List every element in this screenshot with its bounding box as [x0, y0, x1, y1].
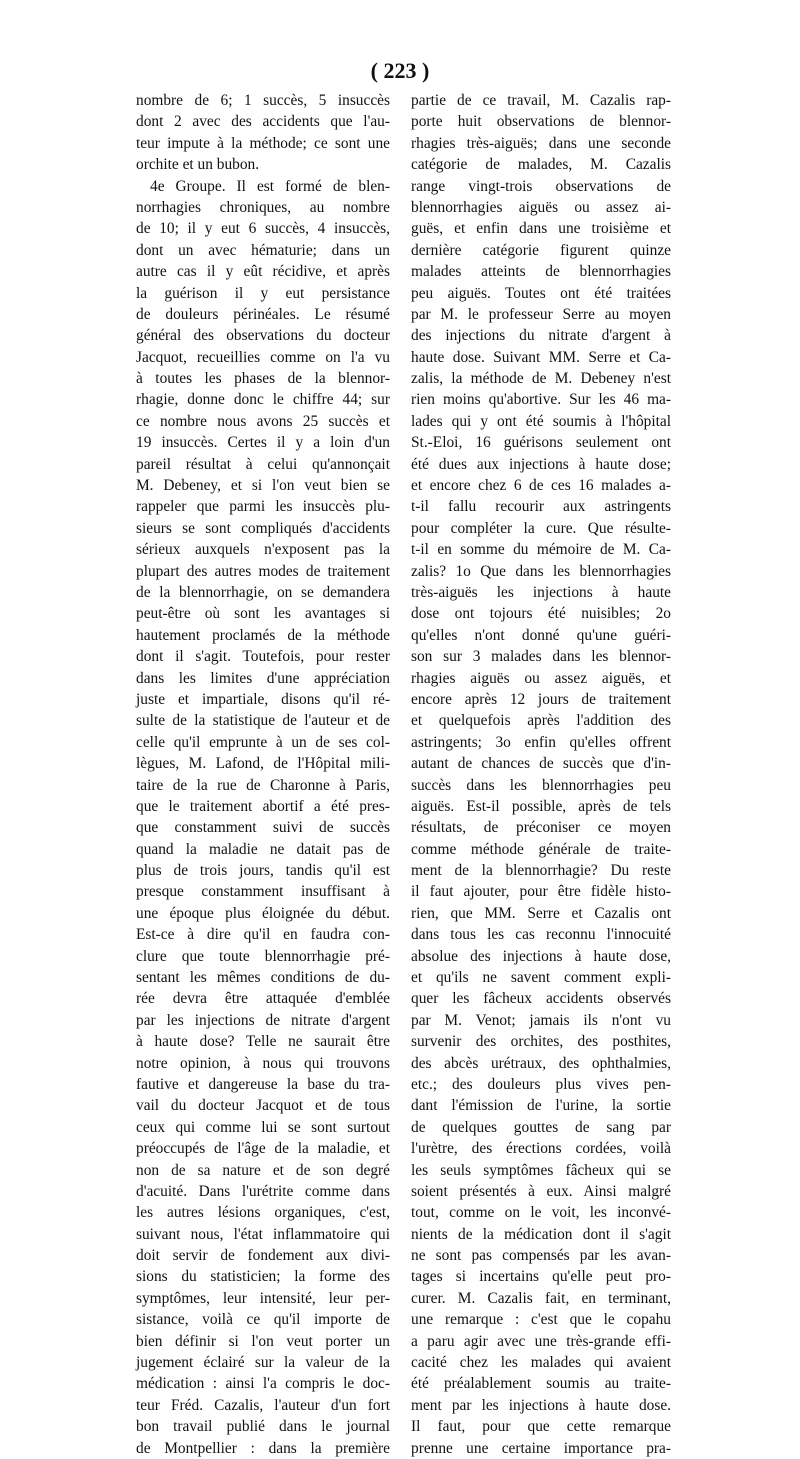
text-line: dans les limites d'une appréciation [136, 669, 390, 687]
text-line: range vingt-trois observations de [411, 177, 671, 195]
text-line: rhagies aiguës ou assez aiguës, et [411, 669, 671, 687]
text-line: blennorrhagies aiguës ou assez ai- [411, 198, 671, 216]
text-line: des abcès urétraux, des ophthalmies, [411, 1054, 671, 1072]
text-line: notre opinion, à nous qui trouvons [136, 1054, 390, 1072]
text-line: qu'elles n'ont donné qu'une guéri- [411, 626, 671, 644]
text-line: préoccupés de l'âge de la maladie, et [136, 1140, 390, 1158]
text-line: zalis? 1o Que dans les blennorrhagies [411, 562, 671, 580]
text-line: catégorie de malades, M. Cazalis [411, 156, 671, 174]
text-line: a paru agir avec une très-grande effi- [411, 1332, 671, 1350]
text-line: suivant nous, l'état inflammatoire qui [136, 1225, 390, 1243]
text-line: de Montpellier : dans la première [136, 1439, 390, 1457]
text-line: quer les fâcheux accidents observés [411, 990, 671, 1008]
text-line: dont 2 avec des accidents que l'au- [136, 113, 390, 131]
text-line: à toutes les phases de la blennor- [136, 370, 390, 388]
text-line: dont un avec hématurie; dans un [136, 241, 390, 259]
text-line: été dues aux injections à haute dose; [411, 455, 671, 473]
text-line: les seuls symptômes fâcheux qui se [411, 1161, 671, 1179]
text-line: succès dans les blennorrhagies peu [411, 776, 671, 794]
text-line: teur impute à la méthode; ce sont une [136, 134, 390, 152]
text-line: sérieux auxquels n'exposent pas la [136, 541, 390, 559]
text-line: et encore chez 6 de ces 16 malades a- [411, 477, 671, 495]
text-line: zalis, la méthode de M. Debeney n'est [411, 370, 671, 388]
text-line: par M. Venot; jamais ils n'ont vu [411, 1011, 671, 1029]
text-line: juste et impartiale, disons qu'il ré- [136, 690, 390, 708]
text-line: de la blennorrhagie, on se demandera [136, 583, 390, 601]
text-line: rhagie, donne donc le chiffre 44; sur [136, 391, 390, 409]
text-line: curer. M. Cazalis fait, en terminant, [411, 1289, 671, 1307]
text-line: symptômes, leur intensité, leur per- [136, 1289, 390, 1307]
text-line: partie de ce travail, M. Cazalis rap- [411, 92, 671, 109]
text-line: lades qui y ont été soumis à l'hôpital [411, 412, 671, 430]
text-line: médication : ainsi l'a compris le doc- [136, 1375, 390, 1393]
text-line: résultats, de préconiser ce moyen [411, 819, 671, 837]
text-line: hautement proclamés de la méthode [136, 626, 390, 644]
text-line: sulte de la statistique de l'auteur et de [136, 712, 390, 730]
text-line: Jacquot, recueillies comme on l'a vu [136, 348, 390, 366]
text-line: que constamment suivi de succès [136, 819, 390, 837]
text-line: autre cas il y eût récidive, et après [136, 263, 390, 281]
text-line: sieurs se sont compliqués d'accidents [136, 519, 390, 537]
text-line: bien définir si l'on veut porter un [136, 1332, 390, 1350]
text-line: 19 insuccès. Certes il y a loin d'un [136, 434, 390, 452]
text-line: tout, comme on le voit, les inconvé- [411, 1204, 671, 1222]
text-line: encore après 12 jours de traitement [411, 690, 671, 708]
text-line: que le traitement abortif a été pres- [136, 797, 390, 815]
text-line: lègues, M. Lafond, de l'Hôpital mili- [136, 755, 390, 773]
text-line: et qu'ils ne savent comment expli- [411, 969, 671, 987]
text-line: jugement éclairé sur la valeur de la [136, 1354, 390, 1372]
text-line: tages si incertains qu'elle peut pro- [411, 1268, 671, 1286]
text-line: dose ont tojours été nuisibles; 2o [411, 605, 671, 623]
text-line: taire de la rue de Charonne à Paris, [136, 776, 390, 794]
text-line: M. Debeney, et si l'on veut bien se [136, 477, 390, 495]
text-line: son sur 3 malades dans les blennor- [411, 648, 671, 666]
text-line: norrhagies chroniques, au nombre [136, 198, 390, 216]
text-line: haute dose. Suivant MM. Serre et Ca- [411, 348, 671, 366]
text-line: l'urètre, des érections cordées, voilà [411, 1140, 671, 1158]
text-line: les autres lésions organiques, c'est, [136, 1204, 390, 1222]
text-line: St.-Eloi, 16 guérisons seulement ont [411, 434, 671, 452]
text-line: une remarque : c'est que le copahu [411, 1311, 671, 1329]
text-line: rhagies très-aiguës; dans une seconde [411, 134, 671, 152]
text-line: t-il en somme du mémoire de M. Ca- [411, 541, 671, 559]
text-line: pareil résultat à celui qu'annonçait [136, 455, 390, 473]
text-line: ceux qui comme lui se sont surtout [136, 1118, 390, 1136]
text-line: général des observations du docteur [136, 327, 390, 345]
text-line: et quelquefois après l'addition des [411, 712, 671, 730]
text-line: dont il s'agit. Toutefois, pour rester [136, 648, 390, 666]
text-line: quand la maladie ne datait pas de [136, 840, 390, 858]
text-line: comme méthode générale de traite- [411, 840, 671, 858]
text-line: dernière catégorie figurent quinze [411, 241, 671, 259]
text-column-right [411, 90, 671, 1457]
text-line: par les injections de nitrate d'argent [136, 1011, 390, 1029]
text-line: peut-être où sont les avantages si [136, 605, 390, 623]
text-line: malades atteints de blennorrhagies [411, 263, 671, 281]
text-line: Il faut, pour que cette remarque [411, 1418, 671, 1436]
text-line: rappeler que parmi les insuccès plu- [136, 498, 390, 516]
text-line: survenir des orchites, des posthites, [411, 1033, 671, 1051]
text-line: absolue des injections à haute dose, [411, 947, 671, 965]
text-line: plupart des autres modes de traitement [136, 562, 390, 580]
text-line: prenne une certaine importance pra- [411, 1439, 671, 1457]
text-line: ment de la blennorrhagie? Du reste [411, 862, 671, 880]
text-line: orchite et un bubon. [136, 156, 260, 174]
text-line: de 10; il y eut 6 succès, 4 insuccès, [136, 220, 390, 238]
text-line: t-il fallu recourir aux astringents [411, 498, 671, 516]
text-line: plus de trois jours, tandis qu'il est [136, 862, 390, 880]
text-line: nients de la médication dont il s'agit [411, 1225, 671, 1243]
text-line: soient présentés à eux. Ainsi malgré [411, 1182, 671, 1200]
text-line: ce nombre nous avons 25 succès et [136, 412, 390, 430]
text-line: pour compléter la cure. Que résulte- [411, 519, 671, 537]
text-line: des injections du nitrate d'argent à [411, 327, 671, 345]
text-line: sentant les mêmes conditions de du- [136, 969, 390, 987]
text-line: vail du docteur Jacquot et de tous [136, 1097, 390, 1115]
text-line: doit servir de fondement aux divi- [136, 1247, 390, 1265]
text-line: ment par les injections à haute dose. [411, 1396, 671, 1414]
text-line: une époque plus éloignée du début. [136, 904, 390, 922]
text-line: non de sa nature et de son degré [136, 1161, 390, 1179]
text-line: à haute dose? Telle ne saurait être [136, 1033, 390, 1051]
text-line: presque constamment insuffisant à [136, 883, 390, 901]
page-number: ( 223 ) [370, 58, 430, 83]
text-line: ne sont pas compensés par les avan- [411, 1247, 671, 1265]
text-line: la guérison il y eut persistance [136, 284, 390, 302]
text-line: été préalablement soumis au traite- [411, 1375, 671, 1393]
text-line: rée devra être attaquée d'emblée [136, 990, 390, 1008]
text-line: il faut ajouter, pour être fidèle histo- [411, 883, 671, 901]
text-line: cacité chez les malades qui avaient [411, 1354, 671, 1372]
text-line: de quelques gouttes de sang par [411, 1118, 671, 1136]
text-line: autant de chances de succès que d'in- [411, 755, 671, 773]
text-line: bon travail publié dans le journal [136, 1418, 390, 1436]
text-line: par M. le professeur Serre au moyen [411, 305, 671, 323]
text-line: de douleurs périnéales. Le résumé [136, 305, 390, 323]
text-line: très-aiguës les injections à haute [411, 583, 671, 601]
text-line: etc.; des douleurs plus vives pen- [411, 1075, 671, 1093]
text-line: rien moins qu'abortive. Sur les 46 ma- [411, 391, 671, 409]
text-line: porte huit observations de blennor- [411, 113, 671, 131]
text-column-left [136, 90, 390, 1457]
text-line: peu aiguës. Toutes ont été traitées [411, 284, 671, 302]
text-line: teur Fréd. Cazalis, l'auteur d'un fort [136, 1396, 390, 1414]
text-line: sions du statisticien; la forme des [136, 1268, 390, 1286]
text-line: 4e Groupe. Il est formé de blen- [150, 177, 390, 195]
text-line: Est-ce à dire qu'il en faudra con- [136, 926, 390, 944]
text-line: nombre de 6; 1 succès, 5 insuccès [136, 92, 390, 109]
text-line: celle qu'il emprunte à un de ses col- [136, 733, 390, 751]
text-line: clure que toute blennorrhagie pré- [136, 947, 390, 965]
text-line: astringents; 3o enfin qu'elles offrent [411, 733, 671, 751]
text-line: rien, que MM. Serre et Cazalis ont [411, 904, 671, 922]
text-line: dant l'émission de l'urine, la sortie [411, 1097, 671, 1115]
text-line: sistance, voilà ce qu'il importe de [136, 1311, 390, 1329]
text-line: fautive et dangereuse la base du tra- [136, 1075, 390, 1093]
text-line: d'acuité. Dans l'urétrite comme dans [136, 1182, 390, 1200]
text-line: aiguës. Est-il possible, après de tels [411, 797, 671, 815]
text-line: dans tous les cas reconnu l'innocuité [411, 926, 671, 944]
text-line: guës, et enfin dans une troisième et [411, 220, 671, 238]
